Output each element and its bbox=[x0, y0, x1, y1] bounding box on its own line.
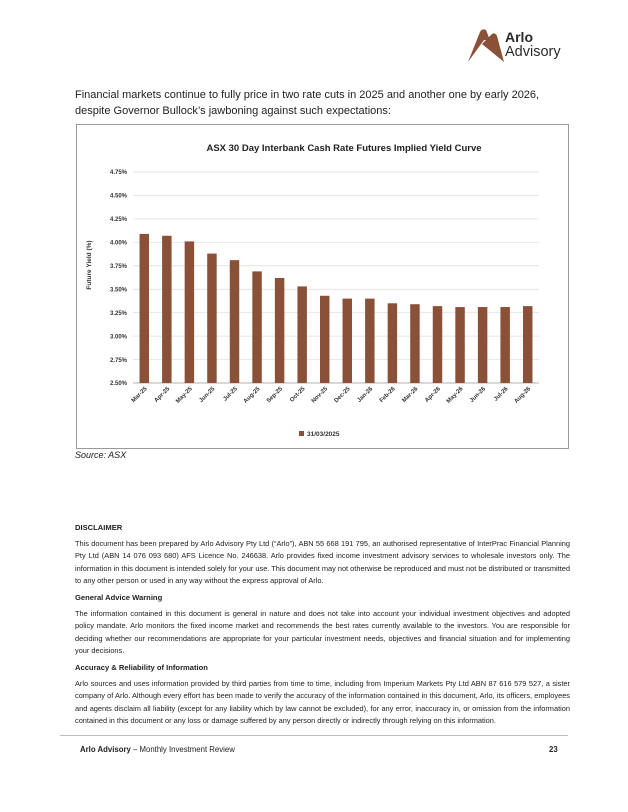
x-tick-label: Sep-25 bbox=[265, 386, 285, 405]
y-tick-label: 4.00% bbox=[109, 240, 127, 247]
bar-apr-25 bbox=[162, 236, 171, 383]
bar-apr-26 bbox=[433, 306, 442, 383]
advice-heading: General Advice Warning bbox=[75, 592, 163, 602]
x-tick-label: Jan-26 bbox=[356, 386, 375, 404]
y-tick-label: 3.25% bbox=[109, 310, 127, 317]
yield-curve-chart bbox=[77, 125, 568, 448]
bar-aug-25 bbox=[252, 271, 261, 383]
legend-label: 31/03/2025 bbox=[307, 431, 340, 438]
x-tick-label: Apr-25 bbox=[153, 386, 172, 404]
y-tick-label: 3.50% bbox=[109, 287, 127, 294]
x-tick-label: Feb-26 bbox=[378, 386, 397, 405]
footer-text bbox=[80, 745, 235, 754]
footer-divider bbox=[60, 735, 568, 736]
x-tick-label: Jul-26 bbox=[493, 386, 510, 403]
logo-name: Arlo bbox=[505, 29, 533, 45]
bar-jan-26 bbox=[365, 299, 374, 383]
x-tick-label: Jun-25 bbox=[198, 386, 217, 405]
bar-mar-26 bbox=[410, 304, 419, 383]
x-tick-label: Mar-26 bbox=[401, 386, 420, 405]
y-tick-label: 4.25% bbox=[109, 217, 127, 224]
y-tick-label: 4.50% bbox=[109, 193, 127, 200]
chart-title: ASX 30 Day Interbank Cash Rate Futures Implied Yield Curve bbox=[206, 143, 482, 154]
accuracy-text: Arlo sources and uses information provided by third parties from time to time, including from Imperium Markets Pty Ltd ABN 87 616 579 527, a sister company of Arlo. Although every effort has been made to verify the accuracy of the information contained in this document, Arlo, its officers, employees and agents disclaim all liability (except for any liability which by law cannot be excluded), for any error, inaccuracy in, or omission from the information contained in this document or any loss or damage suffered by any person directly or indirectly through relying on this information. bbox=[75, 678, 570, 726]
x-tick-label: Mar-25 bbox=[130, 386, 149, 405]
bar-jun-26 bbox=[478, 307, 487, 383]
logo-sub: Advisory bbox=[505, 44, 561, 60]
disclaimer-text: This document has been prepared by Arlo Advisory Pty Ltd (“Arlo”), ABN 55 668 191 795, an authorised representative of InterPrac Financial Planning Pty Ltd (ABN 14 076 093 680) AFS Licence No. 246638. Arlo provides fixed income investment advisory services to wholesale investors only. The information in this document is intended solely for your use. This document may not otherwise be reproduced and must not be distributed or transmitted to any other person or used in any way without the express approval of Arlo. bbox=[75, 538, 570, 586]
disclaimer-section bbox=[75, 522, 570, 732]
disclaimer-heading: DISCLAIMER bbox=[75, 523, 123, 532]
logo-wordmark bbox=[505, 30, 561, 60]
arlo-logo-mark-icon bbox=[466, 28, 506, 64]
footer-brand: Arlo Advisory bbox=[80, 745, 131, 754]
page-number: 23 bbox=[549, 745, 558, 754]
footer-title: – Monthly Investment Review bbox=[130, 745, 235, 754]
bar-may-26 bbox=[455, 307, 464, 383]
x-tick-label: Jun-26 bbox=[469, 386, 488, 405]
bar-oct-25 bbox=[297, 286, 306, 383]
x-tick-label: Dec-25 bbox=[333, 386, 352, 405]
x-tick-label: Oct-25 bbox=[289, 386, 307, 404]
bar-aug-26 bbox=[523, 306, 532, 383]
chart-container bbox=[76, 124, 569, 449]
y-tick-label: 3.00% bbox=[109, 334, 127, 341]
x-tick-label: Jul-25 bbox=[222, 386, 239, 403]
bar-jun-25 bbox=[207, 254, 216, 383]
y-tick-label: 2.50% bbox=[109, 381, 127, 388]
advice-text: The information contained in this document is general in nature and does not take into account your individual investment objectives and adopted policy mandate. Arlo monitors the fixed income market and recommends the best rates currently available to the investors. You are responsible for deciding whether our recommendations are appropriate for your particular investment needs, objectives and financial situation and for implementing your decisions. bbox=[75, 608, 570, 656]
accuracy-heading: Accuracy & Reliability of Information bbox=[75, 662, 208, 672]
chart-source: Source: ASX bbox=[75, 450, 127, 460]
y-tick-label: 2.75% bbox=[109, 357, 127, 364]
bar-mar-25 bbox=[140, 234, 149, 383]
bar-dec-25 bbox=[343, 299, 352, 383]
legend-swatch bbox=[299, 431, 304, 436]
chart-ylabel: Future Yield (%) bbox=[86, 240, 93, 290]
x-tick-label: May-26 bbox=[445, 386, 465, 405]
bar-jul-26 bbox=[500, 307, 509, 383]
bar-may-25 bbox=[185, 241, 194, 383]
x-tick-label: Aug-26 bbox=[513, 386, 533, 405]
bar-nov-25 bbox=[320, 296, 329, 383]
bar-sep-25 bbox=[275, 278, 284, 383]
y-tick-label: 4.75% bbox=[109, 170, 127, 177]
y-tick-label: 3.75% bbox=[109, 263, 127, 270]
bar-feb-26 bbox=[388, 303, 397, 383]
x-tick-label: Aug-25 bbox=[242, 386, 262, 405]
bar-jul-25 bbox=[230, 260, 239, 383]
x-tick-label: Apr-26 bbox=[424, 386, 442, 404]
intro-paragraph: Financial markets continue to fully price in two rate cuts in 2025 and another one by early 2026, despite Governor Bullock’s jawboning against such expectations: bbox=[75, 89, 540, 117]
x-tick-label: Nov-25 bbox=[310, 386, 330, 405]
x-tick-label: May-25 bbox=[175, 386, 194, 405]
